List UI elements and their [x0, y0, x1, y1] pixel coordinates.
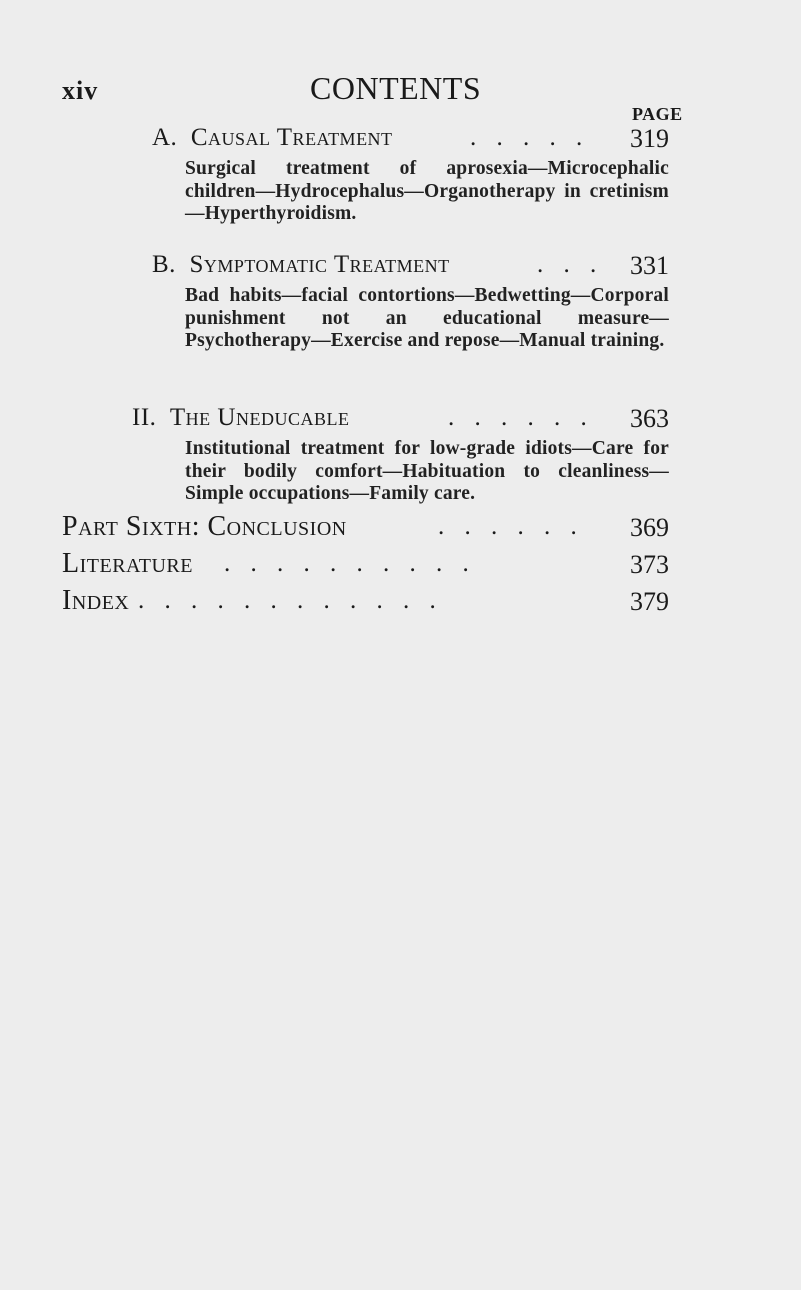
toc-entry-heading [152, 124, 669, 158]
toc-entry-description: Institutional treatment for low-grade idiots—Care for their bodily comfort—Habituation to cleanliness—Simple occupations—Family care. [185, 438, 669, 504]
toc-entry-heading [132, 404, 669, 438]
toc-entry-title: Symptomatic Treatment [189, 251, 450, 278]
running-head [62, 70, 722, 110]
page-column-label: PAGE [632, 104, 683, 124]
toc-leader-dots: . . . [537, 251, 604, 278]
toc-entry-marker: B. [152, 251, 176, 278]
toc-entry-heading [152, 251, 669, 285]
toc-entry-page-number: 369 [630, 513, 669, 542]
toc-entry-description: Bad habits—facial contortions—Bedwetting—Corporal punishment not an educational measure—Psychotherapy—Exercise and repose—Manual training. [185, 285, 669, 351]
toc-entry-page-number: 379 [630, 587, 669, 616]
toc-entry-page-number: 331 [630, 251, 669, 280]
toc-entry-title: Literature [62, 548, 193, 579]
toc-entry-label [152, 251, 450, 279]
toc-leader-dots: . . . . . [470, 124, 590, 151]
page-title: CONTENTS [310, 70, 482, 106]
toc-leader-dots: . . . . . . [448, 404, 594, 431]
toc-leader-dots: . . . . . . [438, 513, 584, 540]
toc-entry-title: The Uneducable [169, 404, 350, 431]
toc-entry-heading [62, 513, 669, 547]
toc-entry-index [62, 587, 669, 621]
toc-entry-heading [62, 587, 669, 621]
toc-entry-marker: A. [152, 124, 178, 151]
toc-entry-marker: II. [132, 404, 157, 431]
toc-entry-literature [62, 550, 669, 584]
toc-entry-part-sixth [62, 513, 669, 547]
toc-entry-page-number: 319 [630, 124, 669, 153]
toc-entry-title: Part Sixth: Conclusion [62, 511, 347, 542]
toc-entry-label [132, 404, 349, 432]
toc-entry-title: Index [62, 585, 130, 616]
toc-entry-page-number: 363 [630, 404, 669, 433]
toc-entry-title: Causal Treatment [190, 124, 393, 151]
toc-entry-the-uneducable [132, 404, 669, 506]
toc-leader-dots: . . . . . . . . . . [224, 550, 476, 577]
toc-entry-page-number: 373 [630, 550, 669, 579]
toc-entry-heading [62, 550, 669, 584]
toc-entry-causal-treatment [152, 124, 669, 226]
toc-entry-description: Surgical treatment of aprosexia—Microcephalic children—Hydrocephalus—Organotherapy in cretinism—Hyperthyroidism. [185, 158, 669, 224]
toc-leader-dots: . . . . . . . . . . . . [138, 587, 443, 614]
page-folio: xiv [62, 76, 99, 105]
toc-entry-label [152, 124, 393, 152]
toc-entry-symptomatic-treatment [152, 251, 669, 353]
